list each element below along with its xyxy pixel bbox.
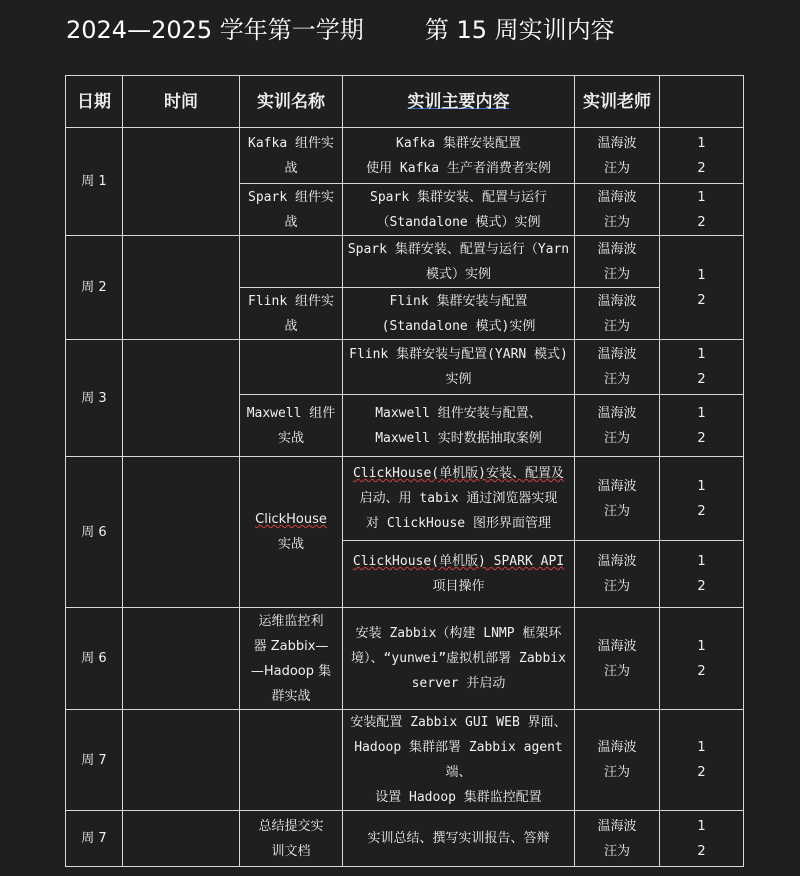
course-name-cell: Spark 组件实 战 [240,184,343,236]
number-cell: 1 2 [660,128,744,184]
number-cell: 1 2 [660,811,744,867]
time-cell [123,608,240,710]
course-name-cell: Kafka 组件实 战 [240,128,343,184]
table-header-row [66,76,744,128]
teacher-cell: 温海波 汪为 [575,184,660,236]
teacher-cell: 温海波 汪为 [575,340,660,395]
course-name-cell: Maxwell 组件 实战 [240,395,343,457]
content-cell: 安装 Zabbix（构建 LNMP 框架环 境）、“yunwei”虚拟机部署 Zabbix server 并启动 [343,608,575,710]
teacher-cell: 温海波 汪为 [575,710,660,811]
course-name-cell [240,340,343,395]
table-row [66,236,744,288]
course-name-cell [240,236,343,288]
content-cell: Kafka 集群安装配置 使用 Kafka 生产者消费者实例 [343,128,575,184]
number-cell: 1 2 [660,608,744,710]
teacher-cell: 温海波 汪为 [575,541,660,608]
date-cell: 周 6 [66,608,123,710]
content-cell: Maxwell 组件安装与配置、 Maxwell 实时数据抽取案例 [343,395,575,457]
content-cell: Spark 集群安装、配置与运行（Yarn 模式）实例 [343,236,575,288]
header-teacher: 实训老师 [575,76,660,128]
number-cell: 1 2 [660,395,744,457]
content-cell: 实训总结、撰写实训报告、答辩 [343,811,575,867]
date-cell: 周 7 [66,811,123,867]
content-cell: Flink 集群安装与配置(YARN 模式) 实例 [343,340,575,395]
date-cell: 周 6 [66,457,123,608]
date-cell: 周 3 [66,340,123,457]
number-cell: 1 2 [660,457,744,541]
date-cell: 周 7 [66,710,123,811]
teacher-cell: 温海波 汪为 [575,811,660,867]
number-cell: 1 2 [660,236,744,340]
date-cell: 周 2 [66,236,123,340]
table-row [66,710,744,811]
teacher-cell: 温海波 汪为 [575,457,660,541]
time-cell [123,340,240,457]
table-row [66,128,744,184]
table-row [66,340,744,395]
teacher-cell: 温海波 汪为 [575,608,660,710]
header-time: 时间 [123,76,240,128]
table-row [66,608,744,710]
header-course-name: 实训名称 [240,76,343,128]
training-schedule-table [65,75,744,867]
header-main-content: 实训主要内容 [343,76,575,128]
teacher-cell: 温海波 汪为 [575,395,660,457]
time-cell [123,236,240,340]
number-cell: 1 2 [660,184,744,236]
course-name-cell: Flink 组件实 战 [240,288,343,340]
number-cell: 1 2 [660,340,744,395]
teacher-cell: 温海波 汪为 [575,288,660,340]
time-cell [123,128,240,236]
header-date: 日期 [66,76,123,128]
table-row [66,811,744,867]
content-cell: ClickHouse(单机版)安装、配置及 启动、用 tabix 通过浏览器实现 对 ClickHouse 图形界面管理 [343,457,575,541]
course-name-cell: ClickHouse 实战 [240,457,343,608]
time-cell [123,811,240,867]
date-cell: 周 1 [66,128,123,236]
teacher-cell: 温海波 汪为 [575,128,660,184]
table-row [66,457,744,541]
content-cell: 安装配置 Zabbix GUI WEB 界面、 Hadoop 集群部署 Zabbix agent 端、 设置 Hadoop 集群监控配置 [343,710,575,811]
time-cell [123,457,240,608]
course-name-cell: 总结提交实 训文档 [240,811,343,867]
content-cell: Spark 集群安装、配置与运行 （Standalone 模式）实例 [343,184,575,236]
number-cell: 1 2 [660,541,744,608]
number-cell: 1 2 [660,710,744,811]
content-cell: Flink 集群安装与配置 (Standalone 模式)实例 [343,288,575,340]
course-name-cell: 运维监控利 器 Zabbix— —Hadoop 集 群实战 [240,608,343,710]
time-cell [123,710,240,811]
teacher-cell: 温海波 汪为 [575,236,660,288]
course-name-cell [240,710,343,811]
document-title: 2024—2025 学年第一学期 第 15 周实训内容 [66,16,615,44]
content-cell: ClickHouse(单机版) SPARK API 项目操作 [343,541,575,608]
header-extra [660,76,744,128]
